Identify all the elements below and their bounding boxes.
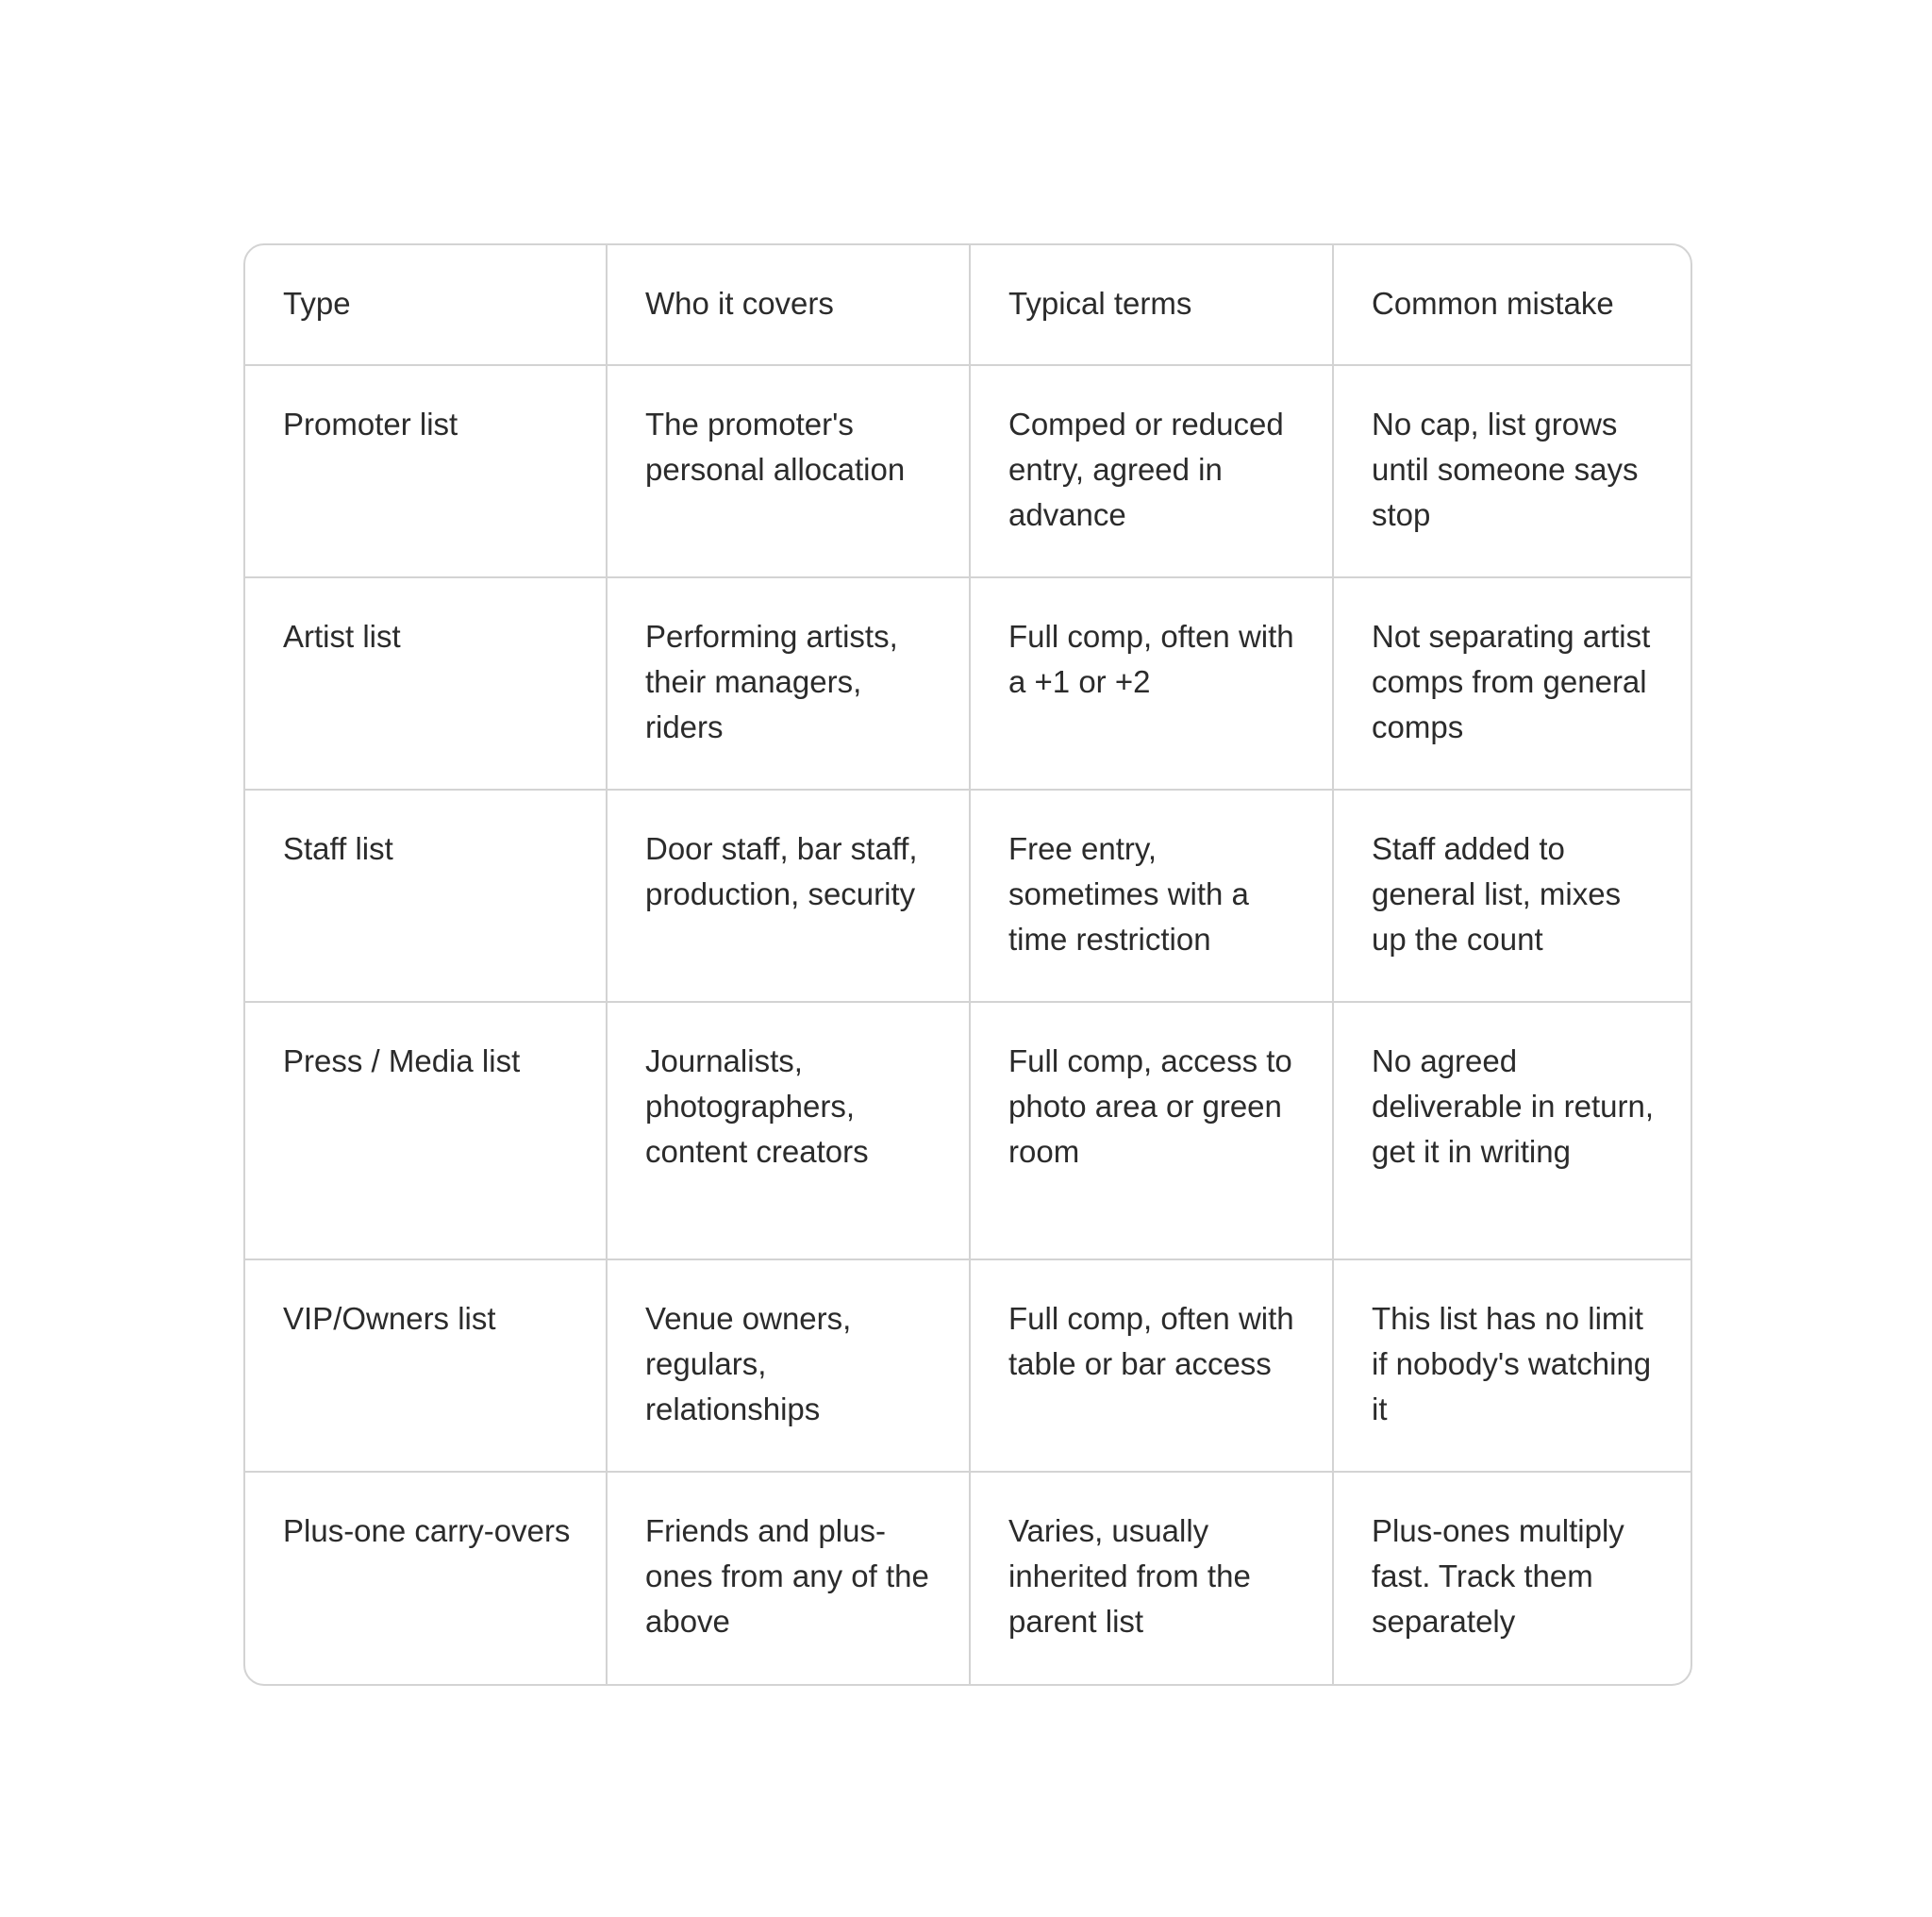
cell-common-mistake: No cap, list grows until someone says stop [1333,365,1692,577]
cell-typical-terms: Full comp, often with a +1 or +2 [970,577,1333,790]
table-row [245,1472,1692,1684]
table-row [245,790,1692,1002]
cell-type: Artist list [245,577,607,790]
table-row [245,577,1692,790]
table-row [245,1002,1692,1259]
table-row [245,1259,1692,1472]
header-type: Type [245,245,607,365]
cell-who-it-covers: Journalists, photographers, content creators [607,1002,970,1259]
cell-who-it-covers: The promoter's personal allocation [607,365,970,577]
cell-type: VIP/Owners list [245,1259,607,1472]
header-common-mistake: Common mistake [1333,245,1692,365]
cell-who-it-covers: Door staff, bar staff, production, security [607,790,970,1002]
cell-who-it-covers: Friends and plus-ones from any of the above [607,1472,970,1684]
cell-common-mistake: No agreed deliverable in return, get it in writing [1333,1002,1692,1259]
cell-common-mistake: This list has no limit if nobody's watching it [1333,1259,1692,1472]
cell-type: Promoter list [245,365,607,577]
guest-list-types-table [243,243,1692,1686]
cell-type: Press / Media list [245,1002,607,1259]
cell-common-mistake: Staff added to general list, mixes up the count [1333,790,1692,1002]
cell-who-it-covers: Performing artists, their managers, riders [607,577,970,790]
table-row [245,365,1692,577]
cell-who-it-covers: Venue owners, regulars, relationships [607,1259,970,1472]
cell-common-mistake: Plus-ones multiply fast. Track them separately [1372,1513,1624,1639]
cell-typical-terms: Free entry, sometimes with a time restriction [970,790,1333,1002]
cell-typical-terms: Varies, usually inherited from the parent list [970,1472,1333,1684]
header-who-it-covers: Who it covers [607,245,970,365]
cell-typical-terms: Comped or reduced entry, agreed in advance [970,365,1333,577]
table [245,245,1692,1684]
cell-type: Plus-one carry-overs [245,1472,607,1684]
header-typical-terms: Typical terms [970,245,1333,365]
cell-typical-terms: Full comp, often with table or bar access [970,1259,1333,1472]
table-header-row [245,245,1692,365]
cell-common-mistake: Not separating artist comps from general comps [1333,577,1692,790]
cell-type: Staff list [245,790,607,1002]
cell-typical-terms: Full comp, access to photo area or green room [970,1002,1333,1259]
